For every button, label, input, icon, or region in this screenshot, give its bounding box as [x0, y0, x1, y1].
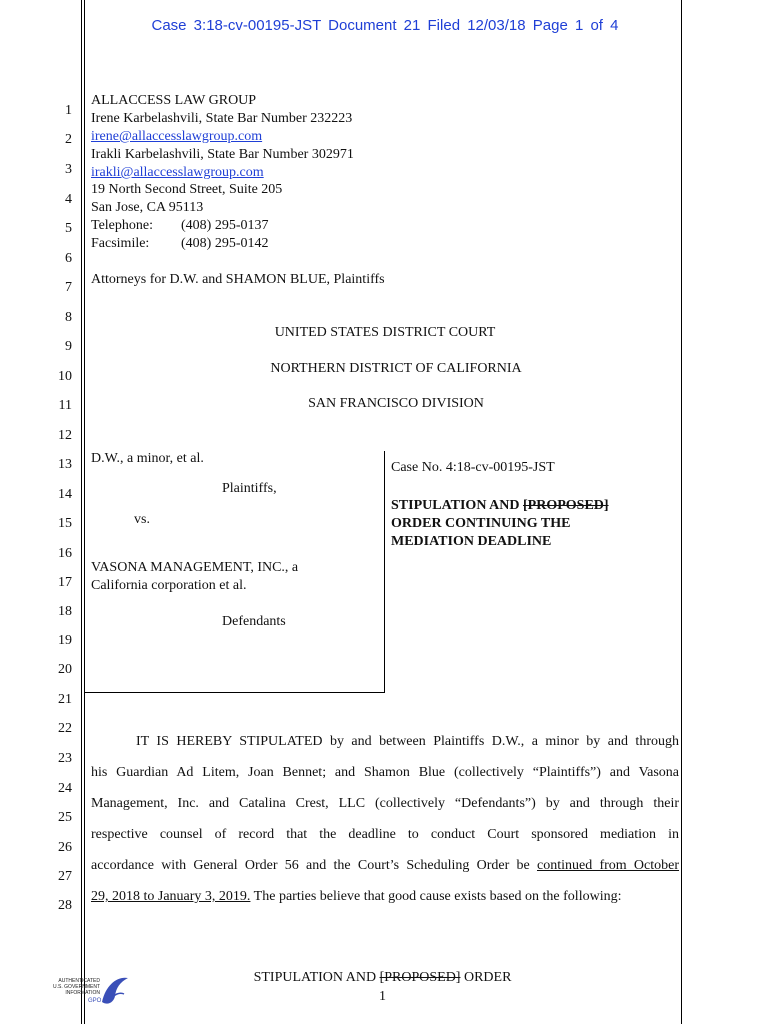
facsimile-number: (408) 295-0142 [181, 236, 269, 251]
line-number: 7 [65, 280, 72, 295]
telephone-label: Telephone: [91, 218, 153, 233]
versus: vs. [134, 512, 150, 527]
line-number: 23 [58, 751, 72, 766]
telephone-number: (408) 295-0137 [181, 218, 269, 233]
line-number: 17 [58, 575, 72, 590]
eagle-icon [96, 972, 130, 1012]
line-number: 4 [65, 192, 72, 207]
line-number: 26 [58, 840, 72, 855]
line-number: 25 [58, 810, 72, 825]
body-line-2: his Guardian Ad Litem, Joan Bennet; and Shamon Blue (collectively “Plaintiffs”) and Vasona [91, 765, 679, 780]
line-number: 18 [58, 604, 72, 619]
proposed-struck: [PROPOSED] [523, 498, 609, 513]
page-number: 1 [379, 989, 386, 1004]
right-margin-rule [681, 0, 682, 1024]
attorney-1: Irene Karbelashvili, State Bar Number 232223 [91, 111, 353, 126]
attorney-1-email-link[interactable]: irene@allaccesslawgroup.com [91, 129, 263, 144]
firm-name: ALLACCESS LAW GROUP [91, 93, 257, 108]
line-number: 21 [58, 692, 72, 707]
line-number: 28 [58, 898, 72, 913]
document-title-line-3: MEDIATION DEADLINE [391, 534, 552, 549]
footer-title-b: ORDER [460, 970, 512, 985]
body-line-6b: The parties believe that good cause exists based on the following: [250, 889, 622, 904]
body-line-1: IT IS HEREBY STIPULATED by and between Plaintiffs D.W., a minor by and through [136, 734, 679, 749]
body-line-5a: accordance with General Order 56 and the Court’s Scheduling Order be [91, 858, 537, 873]
case-header: Case 3:18-cv-00195-JST Document 21 Filed 12/03/18 Page 1 of 4 [151, 17, 619, 34]
line-number: 8 [65, 310, 72, 325]
court-division: SAN FRANCISCO DIVISION [308, 396, 484, 411]
court-name: UNITED STATES DISTRICT COURT [274, 325, 496, 340]
footer-title-a: STIPULATION AND [253, 970, 380, 985]
body-line-4: respective counsel of record that the deadline to conduct Court sponsored mediation in [91, 827, 679, 842]
line-number: 27 [58, 869, 72, 884]
line-number: 22 [58, 721, 72, 736]
line-number: 24 [58, 781, 72, 796]
line-number: 14 [58, 487, 72, 502]
gpo-seal-line-2: U.S. GOVERNMENT [53, 984, 100, 990]
body-line-5 [91, 858, 679, 874]
continued-from-date: continued from October [536, 858, 680, 873]
document-title-text: STIPULATION AND [391, 498, 523, 513]
document-title-line-1 [391, 498, 609, 514]
gpo-seal-line-3: INFORMATION [65, 990, 100, 996]
line-number: 15 [58, 516, 72, 531]
body-line-3: Management, Inc. and Catalina Crest, LLC (collectively “Defendants”) by and through their [91, 796, 679, 811]
line-number: 9 [65, 339, 72, 354]
document-title-line-2: ORDER CONTINUING THE [391, 516, 571, 531]
plaintiff-name: D.W., a minor, et al. [91, 451, 204, 466]
line-number: 3 [65, 162, 72, 177]
line-number: 20 [58, 662, 72, 677]
gpo-seal [40, 972, 130, 1018]
caption-bottom-rule [84, 692, 385, 693]
left-margin-rule-inner [84, 0, 85, 1024]
footer-proposed-struck: [PROPOSED] [379, 970, 461, 985]
line-number: 2 [65, 132, 72, 147]
body-line-6 [91, 889, 679, 905]
defendants-label: Defendants [222, 614, 286, 629]
attorneys-for: Attorneys for D.W. and SHAMON BLUE, Plaintiffs [91, 272, 385, 287]
plaintiffs-label: Plaintiffs, [222, 481, 277, 496]
line-number: 16 [58, 546, 72, 561]
continued-to-date: 29, 2018 to January 3, 2019. [91, 889, 251, 904]
footer-title [84, 970, 681, 986]
court-district: NORTHERN DISTRICT OF CALIFORNIA [270, 361, 522, 376]
attorney-2-email-link[interactable]: irakli@allaccesslawgroup.com [91, 165, 264, 180]
line-number: 10 [58, 369, 72, 384]
attorney-2: Irakli Karbelashvili, State Bar Number 302971 [91, 147, 354, 162]
line-number: 12 [58, 428, 72, 443]
line-number: 11 [58, 398, 72, 413]
address-line-2: San Jose, CA 95113 [91, 200, 204, 215]
defendant-line-2: California corporation et al. [91, 578, 247, 593]
left-margin-rule-outer [81, 0, 82, 1024]
caption-divider [384, 451, 385, 693]
facsimile-label: Facsimile: [91, 236, 150, 251]
address-line-1: 19 North Second Street, Suite 205 [91, 182, 283, 197]
case-number: Case No. 4:18-cv-00195-JST [391, 460, 555, 475]
line-number: 6 [65, 251, 72, 266]
gpo-seal-line-1: AUTHENTICATED [58, 978, 100, 984]
line-number: 13 [58, 457, 72, 472]
gpo-mark: GPO [88, 998, 102, 1004]
line-number: 1 [65, 103, 72, 118]
line-number: 19 [58, 633, 72, 648]
line-number: 5 [65, 221, 72, 236]
defendant-line-1: VASONA MANAGEMENT, INC., a [91, 560, 299, 575]
